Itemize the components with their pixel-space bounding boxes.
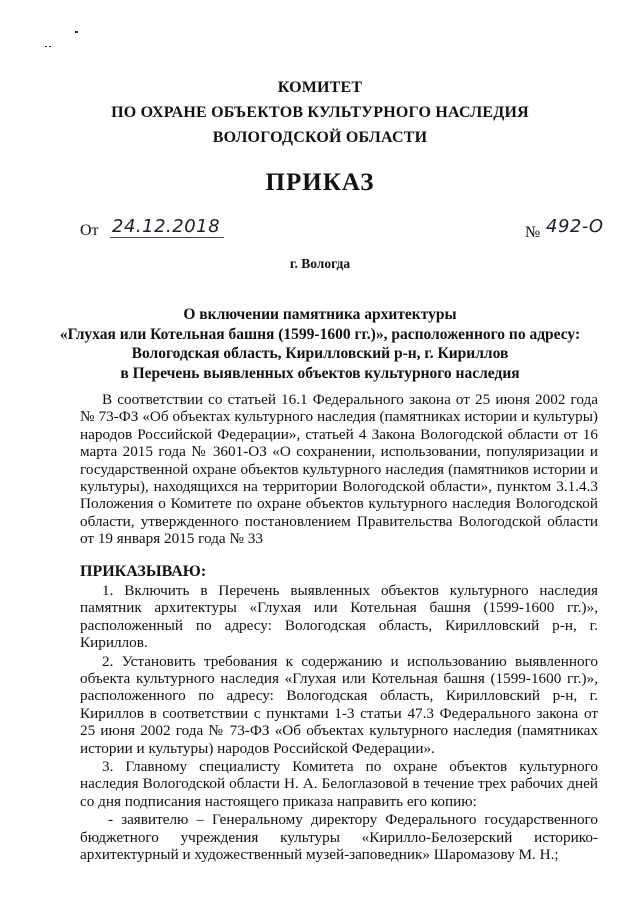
header-committee: КОМИТЕТ [277, 79, 363, 96]
number-handwritten: 492-О [546, 216, 604, 237]
order-item: 3. Главному специалисту Комитета по охране объектов культурного наследия Вологодской области Н. А. Белоглазовой в течение трех рабочих дней со дня подписания настоящего приказа направить его копию: [80, 758, 598, 810]
preamble [80, 391, 598, 548]
date-handwritten: 24.12.2018 [110, 216, 224, 238]
subject-line: «Глухая или Котельная башня (1599-1600 гг.)», расположенного по адресу: [59, 325, 581, 343]
document-type: ПРИКАЗ [265, 169, 375, 196]
number-label: № [525, 224, 541, 241]
order-item: 2. Установить требования к содержанию и использованию выявленного объекта культурного наследия «Глухая или Котельная башня (1599-1600 гг.)», расположенного по адресу: Вологодская область, Кирилловский р-н, г. Кириллов в соответствии с пунктами 1-3 статьи 47.3 Федерального закона от 25 июня 2002 года № 73-ФЗ «Об объектах культурного наследия (памятниках истории и культуры) народов Российской Федерации». [80, 652, 598, 757]
order-item: 1. Включить в Перечень выявленных объектов культурного наследия памятник архитектуры «Глухая или Котельная башня (1599-1600 гг.)», расположенный по адресу: Вологодская область, Кирилловский р-н, г. Кириллов. [80, 582, 598, 652]
city: г. Вологда [289, 256, 351, 271]
subject-line: О включении памятника архитектуры [183, 306, 457, 323]
subject-line: Вологодская область, Кирилловский р-н, г. Кириллов [131, 345, 509, 362]
order-subitem: - заявителю – Генеральному директору Федерального государственного бюджетного учреждения культуры «Кирилло-Белозерский историко-архитектурный и художественный музей-заповедник» Шаромазову М. Н.; [80, 811, 598, 864]
scan-speck [49, 46, 51, 47]
header-protection: ПО ОХРАНЕ ОБЪЕКТОВ КУЛЬТУРНОГО НАСЛЕДИЯ [111, 104, 529, 121]
subject-block [0, 305, 640, 383]
scan-speck [75, 31, 78, 33]
preamble-text: В соответствии со статьей 16.1 Федерального закона от 25 июня 2002 года № 73-ФЗ «Об объектах культурного наследия (памятниках истории и культуры) народов Российской Федерации», статьей 4 Закона Вологодской области от 16 марта 2015 года № 3601-ОЗ «О сохранении, использовании, популяризации и государственной охране объектов культурного наследия (памятников истории и культуры), находящихся на территории Вологодской области», пунктом 3.1.4.3 Положения о Комитете по охране объектов культурного наследия Вологодской области, утвержденного постановлением Правительства Вологодской области от 19 января 2015 года № 33 [80, 391, 598, 548]
order-items [80, 582, 598, 864]
order-heading: ПРИКАЗЫВАЮ: [80, 563, 207, 580]
date-label: От [80, 222, 99, 239]
subject-line: в Перечень выявленных объектов культурного наследия [120, 364, 520, 382]
scan-speck [45, 46, 47, 47]
header-region: ВОЛОГОДСКОЙ ОБЛАСТИ [212, 129, 428, 146]
